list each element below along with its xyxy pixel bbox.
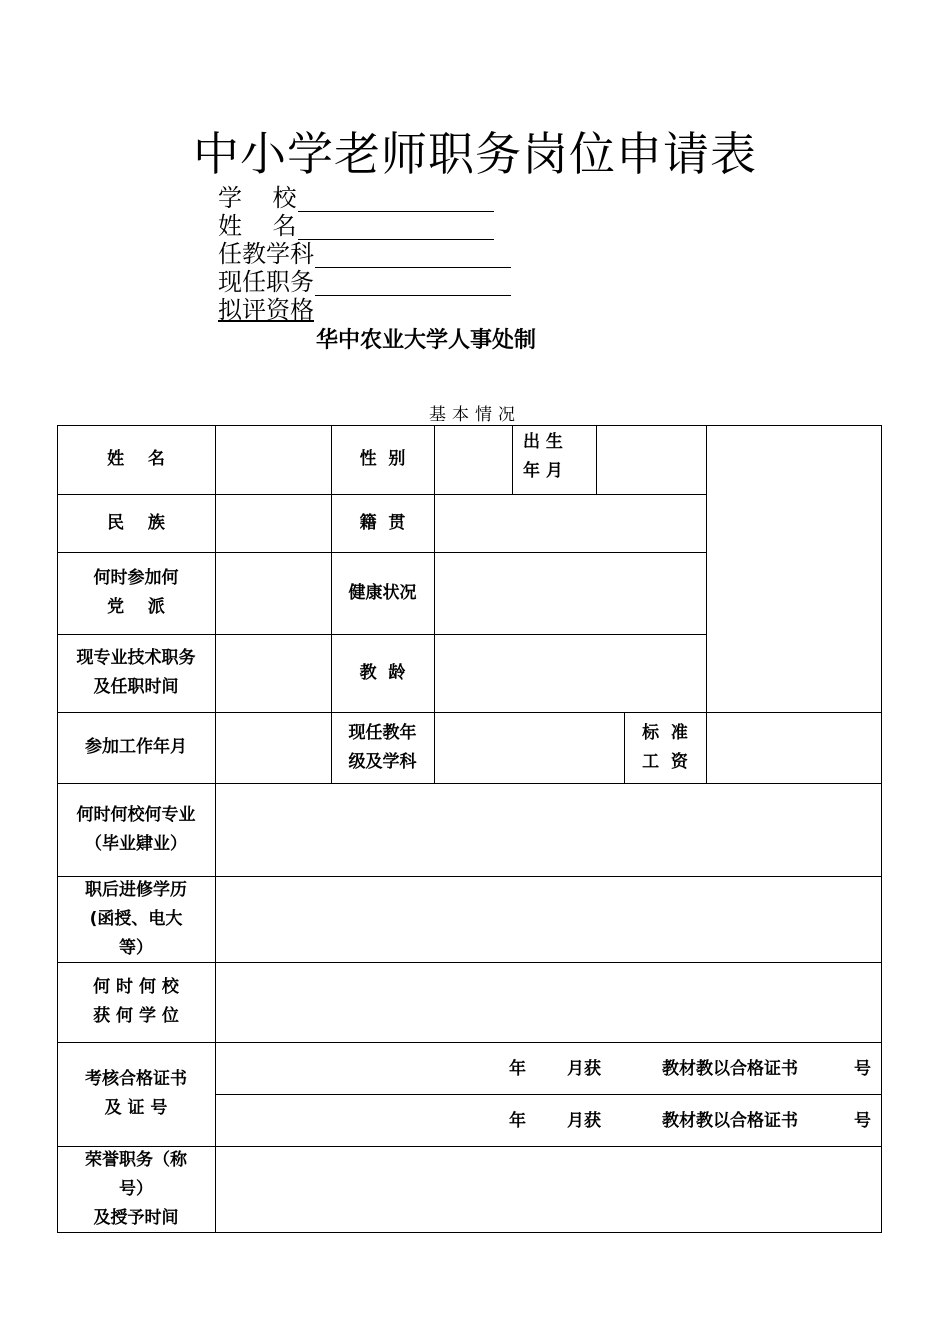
cert-year: 年 [509, 1111, 526, 1131]
cert-year: 年 [509, 1059, 526, 1079]
cert-month: 月获 [567, 1111, 601, 1131]
degree-label-text [93, 973, 179, 1031]
cover-field-name [218, 212, 511, 240]
label-degree [57, 962, 215, 1042]
input-graduation[interactable] [216, 784, 881, 876]
subject-blank-line[interactable] [315, 243, 511, 268]
label-further-edu [57, 876, 215, 962]
label-salary [624, 712, 706, 783]
label-text-line: 获 何 学 位 [93, 1006, 179, 1026]
salary-label-text [642, 719, 688, 777]
label-text-line: 号） [119, 1179, 153, 1199]
certificate-row-1[interactable] [216, 1043, 881, 1094]
party-label-text [94, 564, 179, 622]
label-teaching-years [331, 634, 434, 712]
label-name [57, 425, 215, 494]
label-party [57, 552, 215, 634]
cover-field-school [218, 184, 511, 212]
label-text-line: 及 证 号 [104, 1098, 168, 1118]
label-text: 民 族 [107, 512, 165, 533]
cert-name: 教材教以合格证书 [662, 1111, 798, 1131]
cover-field-label: 拟评资格 [218, 296, 314, 324]
label-ethnicity [57, 494, 215, 552]
label-text-line: (函授、电大 [89, 908, 183, 929]
grade-subject-label-text [349, 719, 417, 777]
label-prof-title [57, 634, 215, 712]
position-blank-line[interactable] [315, 271, 511, 296]
label-text-line: 年 月 [523, 461, 563, 481]
further-edu-label-text [85, 876, 187, 963]
label-text-line: 考核合格证书 [85, 1069, 187, 1089]
input-honor[interactable] [216, 1147, 881, 1232]
label-text-line: （毕业肄业） [85, 833, 187, 854]
label-birth [512, 425, 596, 494]
school-blank-line[interactable] [298, 187, 494, 212]
label-grade-subject [331, 712, 434, 783]
label-text-line: 现专业技术职务 [76, 648, 196, 668]
certificate-row-2[interactable] [216, 1095, 881, 1146]
cert-name: 教材教以合格证书 [662, 1059, 798, 1079]
label-honor [57, 1146, 215, 1233]
label-text-line: 何 时 何 校 [93, 977, 179, 997]
label-gender [331, 425, 434, 494]
label-text-line: 何时参加何 [93, 568, 179, 588]
label-text: 籍 贯 [359, 512, 406, 533]
input-health[interactable] [435, 553, 706, 634]
cover-field-subject [218, 240, 511, 268]
label-text-line: 标 准 [642, 722, 688, 743]
birth-label-text [523, 428, 563, 486]
certificate-label-text [85, 1065, 187, 1123]
input-ethnicity[interactable] [216, 495, 331, 552]
input-degree[interactable] [216, 963, 881, 1042]
section-title: 基本情况 [429, 405, 521, 425]
label-text-line: 荣誉职务（称 [85, 1150, 187, 1170]
cert-number: 号 [854, 1111, 871, 1131]
input-gender[interactable] [435, 426, 512, 494]
label-text-line: 级及学科 [348, 751, 417, 772]
label-text: 参加工作年月 [85, 737, 187, 757]
label-text-line: 等） [119, 937, 153, 958]
issuer-line: 华中农业大学人事处制 [316, 328, 537, 353]
cover-field-label: 学 校 [218, 184, 297, 212]
photo-area[interactable] [707, 426, 881, 712]
label-text-line: 及授予时间 [93, 1208, 179, 1228]
label-work-start [57, 712, 215, 783]
graduation-label-text [77, 801, 196, 859]
input-name[interactable] [216, 426, 331, 494]
cover-field-label: 姓 名 [218, 212, 297, 240]
input-work-start[interactable] [216, 713, 331, 783]
cover-field-label: 现任职务 [218, 268, 314, 296]
name-blank-line[interactable] [298, 215, 494, 240]
label-certificate [57, 1042, 215, 1146]
cover-field-label: 任教学科 [218, 240, 314, 268]
label-native-place [331, 494, 434, 552]
honor-label-text [85, 1146, 187, 1233]
input-salary[interactable] [707, 713, 881, 783]
input-birth[interactable] [597, 426, 706, 494]
prof-title-label-text [77, 644, 196, 702]
label-text-line: 党 派 [107, 597, 165, 617]
input-grade-subject[interactable] [435, 713, 624, 783]
cover-field-qualification [218, 296, 511, 324]
input-party[interactable] [216, 553, 331, 634]
input-native-place[interactable] [435, 495, 706, 552]
input-further-edu[interactable] [216, 877, 881, 962]
input-teaching-years[interactable] [435, 635, 706, 712]
label-text: 姓 名 [107, 449, 165, 469]
input-prof-title[interactable] [216, 635, 331, 712]
label-text-line: 出 生 [523, 432, 563, 452]
label-text: 性 别 [359, 449, 406, 469]
label-text-line: 何时何校何专业 [76, 804, 196, 825]
label-text-line: 职后进修学历 [85, 879, 187, 900]
cert-month: 月获 [567, 1059, 601, 1079]
label-graduation [57, 783, 215, 876]
label-text-line: 现任教年 [348, 722, 417, 743]
label-health [331, 552, 434, 634]
cert-number: 号 [854, 1059, 871, 1079]
label-text: 教 龄 [359, 662, 406, 683]
label-text-line: 及任职时间 [93, 677, 179, 697]
label-text: 健康状况 [348, 582, 417, 603]
cover-fields [218, 184, 511, 324]
document-title: 中小学老师职务岗位申请表 [193, 127, 757, 181]
cover-field-position [218, 268, 511, 296]
label-text-line: 工 资 [642, 751, 688, 772]
